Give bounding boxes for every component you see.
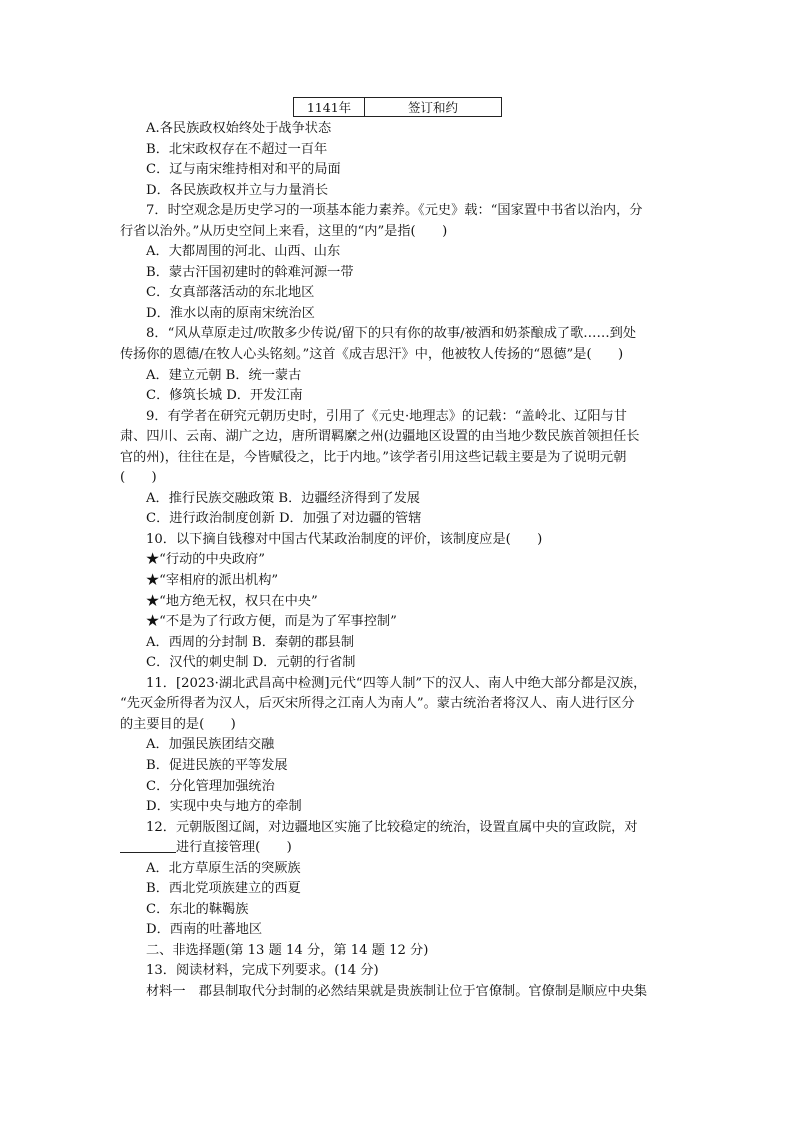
q9-stem-line: 官的州)，往往在是，今皆赋役之，比于内地。”该学者引用这些记载主要是为了说明元朝 [120,449,627,465]
q11-stem-line: 的主要目的是( ) [120,716,236,732]
q7-stem-line: 行省以治外。”从历史空间上来看，这里的“内”是指( ) [120,223,448,239]
q11-option-c: C．分化管理加强统治 [146,778,275,794]
q6-option-b: B．北宋政权存在不超过一百年 [146,141,328,157]
q13-stem: 13．阅读材料，完成下列要求。(14 分) [146,963,379,979]
question-content [120,119,680,1003]
q9-stem-line: 9．有学者在研究元朝历史时，引用了《元史·地理志》的记载：“盖岭北、辽阳与甘 [146,408,627,424]
timeline-table-fragment [293,97,502,117]
answer-blank [120,838,176,853]
q8-options-cd: C．修筑长城 D．开发江南 [146,388,303,404]
q6-option-c: C．辽与南宋维持相对和平的局面 [146,162,341,178]
q13-material-1: 材料一 郡县制取代分封制的必然结果就是贵族制让位于官僚制。官僚制是顺应中央集 [146,983,648,999]
q11-option-a: A．加强民族团结交融 [146,737,275,753]
q8-stem-line: 传扬你的恩德/在牧人心头铭刻。”这首《成吉思汗》中，他被牧人传扬的“恩德”是( ) [120,347,624,363]
q12-stem-line2 [120,838,680,859]
q10-quote: ★“宰相府的派出机构” [146,573,279,589]
q12-option-a: A．北方草原生活的突厥族 [146,860,301,876]
table-event-cell: 签订和约 [365,98,502,117]
q7-option-a: A．大都周围的河北、山西、山东 [146,244,341,260]
q6-option-a: A.各民族政权始终处于战争状态 [146,121,332,136]
q9-options-cd: C．进行政治制度创新 D．加强了对边疆的管辖 [146,511,422,527]
q9-stem-line: ( ) [120,470,157,486]
q10-quote: ★“行动的中央政府” [146,552,265,568]
q9-options-ab: A．推行民族交融政策 B．边疆经济得到了发展 [146,490,420,506]
q11-option-d: D．实现中央与地方的牵制 [146,799,302,815]
table-year-cell: 1141年 [294,98,365,117]
q7-option-c: C．女真部落活动的东北地区 [146,285,315,301]
q8-options-ab: A．建立元朝 B．统一蒙古 [146,367,302,383]
q10-quote: ★“地方绝无权，权只在中央” [146,593,318,609]
q11-stem-line: “先灭金所得者为汉人，后灭宋所得之江南人为南人”。蒙古统治者将汉人、南人进行区分 [120,696,635,712]
q11-stem-line: 11．[2023·湖北武昌高中检测]元代“四等人制”下的汉人、南人中绝大部分都是汉族， [146,675,647,691]
q10-options-ab: A．西周的分封制 B．秦朝的郡县制 [146,634,355,650]
q12-option-d: D．西南的吐蕃地区 [146,922,263,938]
q7-option-d: D．淮水以南的原南宋统治区 [146,305,315,321]
q9-stem-line: 肃、四川、云南、湖广之边，唐所谓羁縻之州(边疆地区设置的由当地少数民族首领担任长 [120,429,640,445]
q10-stem: 10．以下摘自钱穆对中国古代某政治制度的评价，该制度应是( ) [146,531,543,547]
q6-option-d: D．各民族政权并立与力量消长 [146,182,329,198]
q10-options-cd: C．汉代的刺史制 D．元朝的行省制 [146,655,356,671]
q11-option-b: B．促进民族的平等发展 [146,757,288,773]
section-heading: 二、非选择题(第 13 题 14 分，第 14 题 12 分) [146,942,429,958]
q12-option-c: C．东北的靺鞨族 [146,901,249,917]
q12-stem-line: 12．元朝版图辽阔，对边疆地区实施了比较稳定的统治，设置直属中央的宣政院，对 [146,819,638,835]
q8-stem-line: 8．“风从草原走过/吹散多少传说/留下的只有你的故事/被酒和奶茶酿成了歌……到处 [146,326,637,342]
q12-stem-text: 进行直接管理( ) [176,840,292,856]
q7-stem-line: 7．时空观念是历史学习的一项基本能力素养。《元史》载：“国家置中书省以治内，分 [146,203,643,219]
q10-quote: ★“不是为了行政方便，而是为了军事控制” [146,614,397,630]
q7-option-b: B．蒙古汗国初建时的斡难河源一带 [146,264,354,280]
q12-option-b: B．西北党项族建立的西夏 [146,881,301,897]
